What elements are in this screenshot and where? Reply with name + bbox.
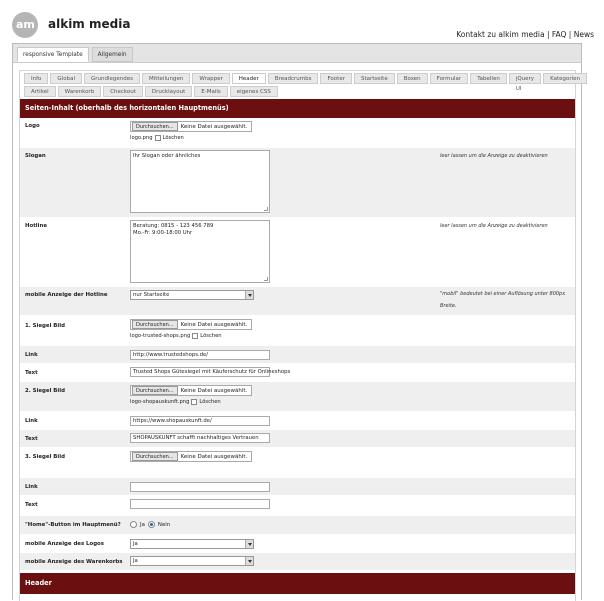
settings-panel [19,70,580,601]
logo-label: Logo [25,123,40,129]
row-siegel-3 [20,448,575,478]
tab-startseite[interactable]: Startseite [354,73,395,84]
link-3-input[interactable] [130,482,270,492]
logo-text: am [16,18,35,31]
radio-ja-label: Ja [140,521,145,528]
row-mobile-cart [20,553,575,571]
row-link-1 [20,346,575,364]
radio-nein-label: Nein [157,521,171,528]
link-separator: | [566,30,574,39]
dropdown-arrow-icon[interactable] [245,540,253,548]
tab-kategorien[interactable]: Kategorien [543,73,587,84]
siegel-1-file-input[interactable] [130,319,252,330]
row-hotline [20,218,575,287]
slogan-note: leer lassen um die Anzeige zu deaktivieren [440,153,548,159]
tab-warenkorb[interactable]: Warenkorb [58,86,102,97]
tab-header[interactable]: Header [232,73,266,84]
file-status: Keine Datei ausgewählt. [180,453,248,460]
mobile-cart-label: mobile Anzeige des Warenkorbs [25,559,123,565]
text-2-input[interactable]: SHOPAUSKUNFT schafft nachhaltiges Vertrauen [130,433,270,443]
dropdown-arrow-icon[interactable] [245,291,253,299]
file-name: logo-trusted-shops.png [130,333,191,339]
resize-grip-icon[interactable] [264,277,268,281]
row-text-1 [20,364,575,382]
delete-checkbox[interactable] [192,333,198,339]
file-name: logo-shopauskunft.png [130,399,190,405]
text-1-input[interactable]: Trusted Shops Gütesiegel mit Käuferschutz für Onlineshops [130,367,270,377]
file-status: Keine Datei ausgewählt. [180,321,248,328]
logo[interactable] [12,12,38,38]
link-2-input[interactable]: https://www.shopauskunft.de/ [130,416,270,426]
delete-checkbox[interactable] [155,135,161,141]
mobile-hotline-note: "mobil" bedeutet bei einer Auflösung unter 800px Breite. [440,291,566,309]
logo-current-file [130,135,184,141]
tab-mitteilungen[interactable]: Mitteilungen [142,73,190,84]
tab-breadcrumbs[interactable]: Breadcrumbs [268,73,319,84]
section-heading: Seiten-Inhalt (oberhalb des horizontalen Hauptmenüs) [20,99,575,118]
siegel-3-file-input[interactable] [130,451,252,462]
file-status: Keine Datei ausgewählt. [180,123,248,130]
home-button-label: "Home"-Button im Hauptmenü? [25,522,121,528]
select-value: Ja [133,541,138,547]
section-heading-header: Header [20,573,575,594]
text-3-label: Text [25,502,38,508]
tab-drucklayout[interactable]: Drucklayout [145,86,192,97]
contact-link[interactable]: Kontakt zu alkim media [456,30,545,39]
link-2-label: Link [25,418,38,424]
row-slogan [20,148,575,218]
delete-label: Löschen [200,333,222,339]
tab-allgemein[interactable]: Allgemein [92,47,133,62]
link-3-label: Link [25,484,38,490]
top-tab-bar [13,44,581,63]
link-separator: | [544,30,552,39]
news-link[interactable]: News [573,30,594,39]
hotline-line-1: Beratung: 0815 - 123 456 789 [133,223,214,229]
tab-artikel[interactable]: Artikel [24,86,56,97]
home-button-radios [130,521,170,528]
file-name: logo.png [130,135,153,141]
mobile-logos-label: mobile Anzeige des Logos [25,541,104,547]
tab-info[interactable]: Info [24,73,48,84]
link-1-label: Link [25,352,38,358]
delete-label: Löschen [199,399,221,405]
top-links [456,30,594,39]
row-siegel-2 [20,382,575,412]
row-text-3 [20,496,575,516]
faq-link[interactable]: FAQ [551,30,567,39]
siegel-2-label: 2. Siegel Bild [25,388,65,394]
mobile-logos-select[interactable] [130,539,254,549]
delete-label: Löschen [162,135,184,141]
logo-file-input[interactable] [130,121,252,132]
row-mobile-logos [20,535,575,553]
row-text-2 [20,430,575,448]
mobile-cart-select[interactable] [130,556,254,566]
tab-eigenes-css[interactable]: eigenes CSS [230,86,278,97]
text-3-input[interactable] [130,499,270,509]
row-home-button [20,516,575,535]
tab-footer[interactable]: Footer [320,73,352,84]
delete-checkbox[interactable] [191,399,197,405]
hotline-line-2: Mo.-Fr. 9:00-18:00 Uhr [133,229,193,236]
brand-name: alkim media [48,17,131,31]
tab-wrapper[interactable]: Wrapper [192,73,229,84]
tab-formular[interactable]: Formular [430,73,469,84]
mobile-hotline-label: mobile Anzeige der Hotline [25,292,108,298]
siegel-3-label: 3. Siegel Bild [25,454,65,460]
text-1-label: Text [25,370,38,376]
hotline-note: leer lassen um die Anzeige zu deaktivieren [440,223,548,229]
browse-button[interactable]: Durchsuchen... [132,122,178,131]
radio-ja[interactable] [130,521,137,528]
tab-row-2 [24,86,571,97]
file-status: Keine Datei ausgewählt. [180,387,248,394]
row-logo [20,118,575,148]
radio-nein[interactable] [148,521,155,528]
text-2-label: Text [25,436,38,442]
mobile-hotline-select[interactable] [130,290,254,300]
row-siegel-1 [20,316,575,346]
tab-tabellen[interactable]: Tabellen [470,73,507,84]
settings-tabs [20,71,580,97]
select-value: nur Startseite [133,292,170,298]
siegel-2-file-input[interactable] [130,385,252,396]
tab-boxen[interactable]: Boxen [397,73,428,84]
hotline-textarea[interactable] [130,220,270,283]
select-value: Ja [133,558,138,564]
resize-grip-icon[interactable] [264,207,268,211]
slogan-label: Slogan [25,153,46,159]
tab-checkout[interactable]: Checkout [103,86,143,97]
row-link-2 [20,412,575,430]
siegel-1-label: 1. Siegel Bild [25,323,65,329]
row-mobile-hotline [20,287,575,316]
tab-global[interactable]: Global [50,73,82,84]
siegel-1-current-file [130,333,222,339]
browse-button[interactable]: Durchsuchen... [132,386,178,395]
tab-responsive-template[interactable]: responsive Template [17,47,89,62]
browse-button[interactable]: Durchsuchen... [132,320,178,329]
slogan-textarea[interactable] [130,150,270,213]
tab-jquery-ui[interactable]: jQuery UI [509,73,541,84]
tab-e-mails[interactable]: E-Mails [194,86,228,97]
tab-grundlegendes[interactable]: Grundlegendes [84,73,140,84]
row-link-3 [20,478,575,496]
browse-button[interactable]: Durchsuchen... [132,452,178,461]
site-header [0,0,604,42]
slogan-value: Ihr Slogan oder ähnliches [133,153,201,159]
hotline-label: Hotline [25,223,47,229]
dropdown-arrow-icon[interactable] [245,557,253,565]
link-1-input[interactable]: http://www.trustedshops.de/ [130,350,270,360]
siegel-2-current-file [130,399,221,405]
settings-container [12,43,582,600]
